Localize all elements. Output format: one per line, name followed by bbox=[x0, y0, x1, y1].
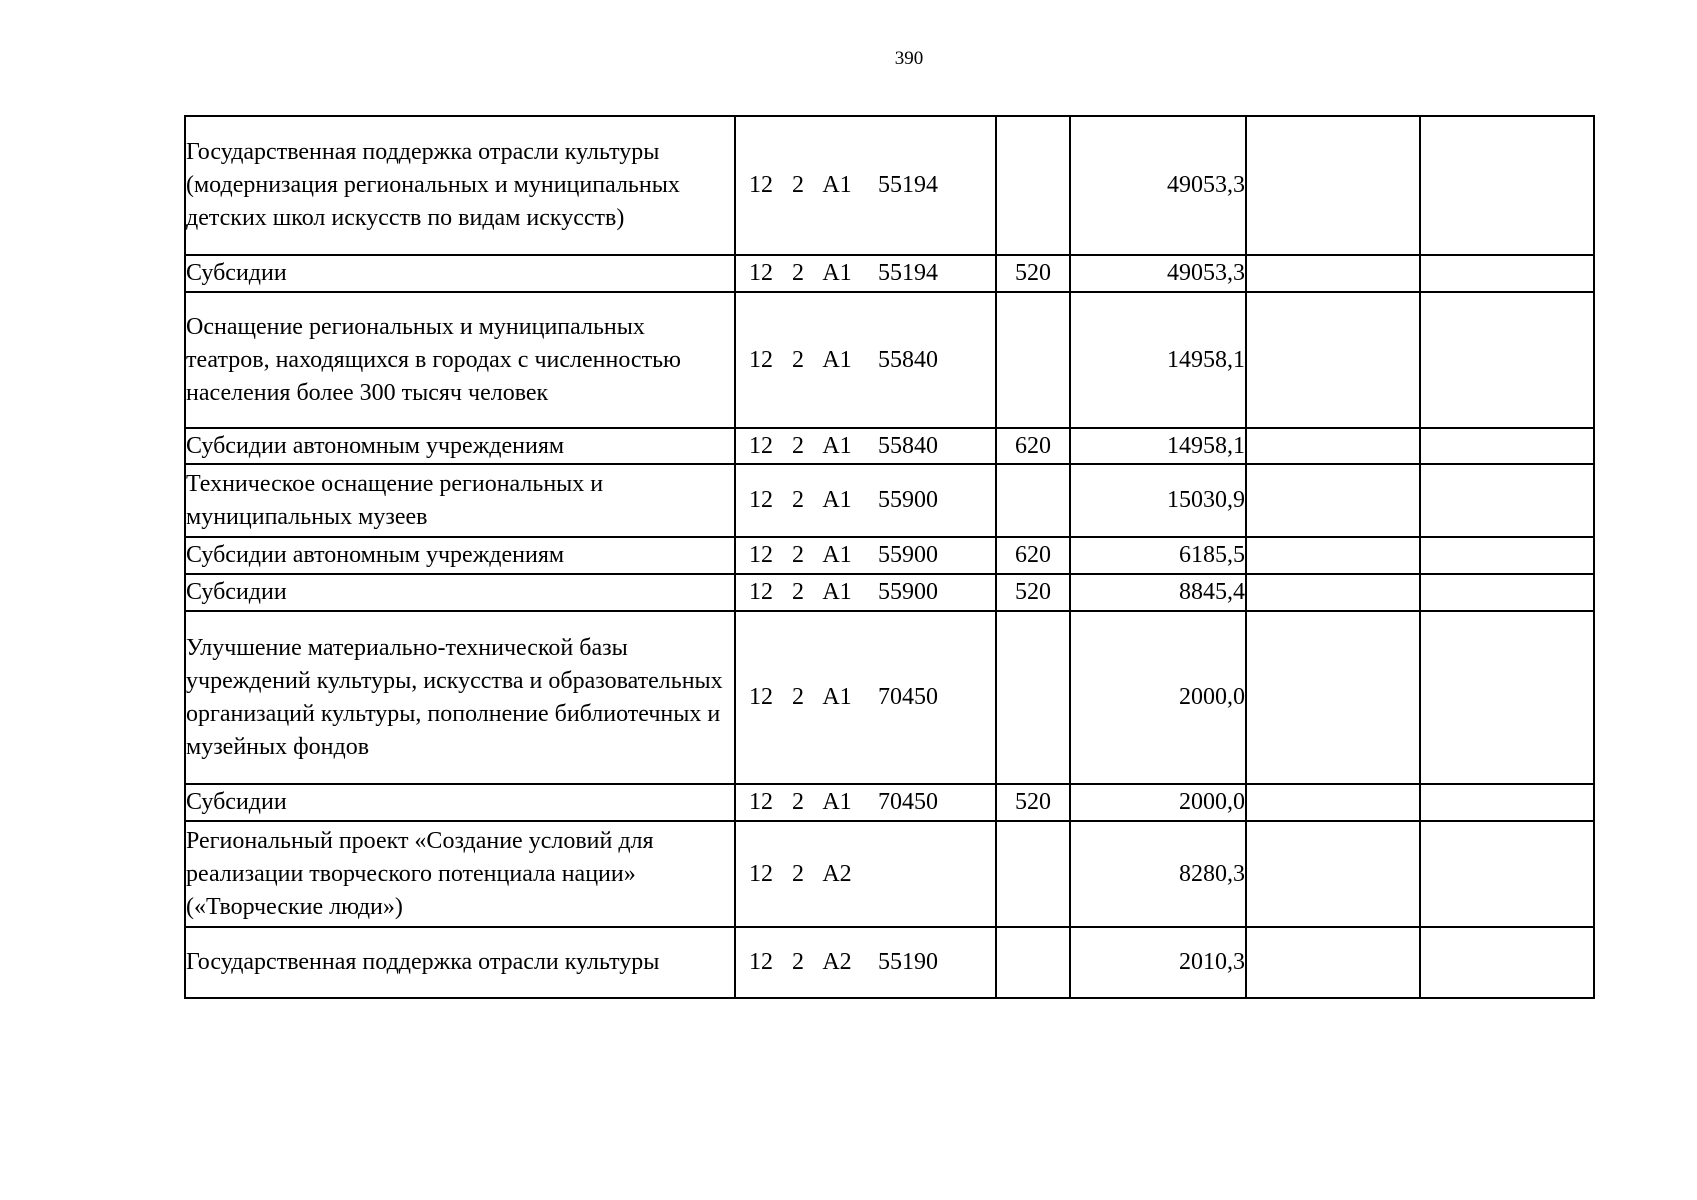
table-row bbox=[185, 255, 1594, 292]
code-project: А1 bbox=[822, 172, 852, 198]
code-project: А1 bbox=[822, 432, 852, 459]
code-direction: 55900 bbox=[878, 579, 938, 605]
code-project: А1 bbox=[822, 487, 852, 513]
classification-code-cell bbox=[735, 255, 996, 292]
empty-cell bbox=[1246, 464, 1420, 537]
code-project: А2 bbox=[822, 860, 852, 887]
code-chapter: 12 bbox=[749, 432, 773, 459]
code-program: 2 bbox=[792, 346, 804, 373]
classification-code-cell bbox=[735, 611, 996, 784]
expense-type-cell bbox=[996, 821, 1070, 927]
code-chapter: 12 bbox=[749, 789, 773, 815]
code-program: 2 bbox=[792, 949, 804, 975]
empty-cell bbox=[1420, 927, 1594, 998]
classification-code-cell bbox=[735, 927, 996, 998]
empty-cell bbox=[1246, 927, 1420, 998]
code-program: 2 bbox=[792, 684, 804, 710]
code-project: А1 bbox=[822, 579, 852, 605]
amount-cell: 49053,3 bbox=[1070, 116, 1246, 255]
amount-cell: 2010,3 bbox=[1070, 927, 1246, 998]
row-name-cell: Государственная поддержка отрасли культуры bbox=[185, 927, 735, 998]
expense-type-cell bbox=[996, 611, 1070, 784]
table-body bbox=[185, 116, 1594, 998]
classification-code-cell bbox=[735, 292, 996, 428]
code-chapter: 12 bbox=[749, 172, 773, 198]
code-program: 2 bbox=[792, 542, 804, 568]
amount-cell: 2000,0 bbox=[1070, 784, 1246, 821]
expense-type-cell bbox=[996, 292, 1070, 428]
code-program: 2 bbox=[792, 260, 804, 286]
row-name-cell: Субсидии bbox=[185, 574, 735, 611]
empty-cell bbox=[1246, 574, 1420, 611]
code-direction: 55900 bbox=[878, 542, 938, 568]
code-project: А1 bbox=[822, 789, 852, 815]
row-name-cell: Оснащение региональных и муниципальных театров, находящихся в городах с численностью населения более 300 тысяч человек bbox=[185, 292, 735, 428]
empty-cell bbox=[1246, 784, 1420, 821]
code-chapter: 12 bbox=[749, 860, 773, 887]
classification-code-cell bbox=[735, 821, 996, 927]
table-row bbox=[185, 537, 1594, 574]
amount-cell: 8280,3 bbox=[1070, 821, 1246, 927]
code-direction: 70450 bbox=[878, 789, 938, 815]
classification-code-cell bbox=[735, 537, 996, 574]
row-name-cell: Региональный проект «Создание условий для реализации творческого потенциала нации» («Творческие люди») bbox=[185, 821, 735, 927]
code-direction: 55840 bbox=[878, 432, 938, 459]
classification-code-cell bbox=[735, 574, 996, 611]
expense-type-cell: 520 bbox=[996, 255, 1070, 292]
code-project: А1 bbox=[822, 346, 852, 373]
table-row bbox=[185, 292, 1594, 428]
empty-cell bbox=[1246, 116, 1420, 255]
classification-code-cell bbox=[735, 116, 996, 255]
classification-code-cell bbox=[735, 464, 996, 537]
code-project: А1 bbox=[822, 684, 852, 710]
expense-type-cell bbox=[996, 927, 1070, 998]
table-row bbox=[185, 116, 1594, 255]
amount-cell: 49053,3 bbox=[1070, 255, 1246, 292]
empty-cell bbox=[1420, 428, 1594, 464]
empty-cell bbox=[1420, 116, 1594, 255]
code-chapter: 12 bbox=[749, 260, 773, 286]
code-project: А1 bbox=[822, 542, 852, 568]
budget-table bbox=[184, 115, 1595, 999]
empty-cell bbox=[1420, 255, 1594, 292]
table-row bbox=[185, 574, 1594, 611]
code-direction: 55900 bbox=[878, 487, 938, 513]
code-direction: 55194 bbox=[878, 260, 938, 286]
table-row bbox=[185, 821, 1594, 927]
expense-type-cell: 620 bbox=[996, 428, 1070, 464]
empty-cell bbox=[1246, 428, 1420, 464]
code-chapter: 12 bbox=[749, 346, 773, 373]
classification-code-cell bbox=[735, 428, 996, 464]
empty-cell bbox=[1420, 537, 1594, 574]
row-name-cell: Субсидии bbox=[185, 784, 735, 821]
code-chapter: 12 bbox=[749, 684, 773, 710]
amount-cell: 15030,9 bbox=[1070, 464, 1246, 537]
empty-cell bbox=[1246, 292, 1420, 428]
code-program: 2 bbox=[792, 860, 804, 887]
code-chapter: 12 bbox=[749, 542, 773, 568]
row-name-cell: Субсидии автономным учреждениям bbox=[185, 537, 735, 574]
code-chapter: 12 bbox=[749, 487, 773, 513]
code-direction: 55194 bbox=[878, 172, 938, 198]
code-program: 2 bbox=[792, 579, 804, 605]
table-row bbox=[185, 784, 1594, 821]
empty-cell bbox=[1420, 464, 1594, 537]
page-number: 390 bbox=[894, 48, 924, 69]
code-program: 2 bbox=[792, 432, 804, 459]
empty-cell bbox=[1246, 255, 1420, 292]
code-chapter: 12 bbox=[749, 949, 773, 975]
empty-cell bbox=[1420, 611, 1594, 784]
empty-cell bbox=[1420, 784, 1594, 821]
code-chapter: 12 bbox=[749, 579, 773, 605]
code-program: 2 bbox=[792, 172, 804, 198]
amount-cell: 2000,0 bbox=[1070, 611, 1246, 784]
amount-cell: 8845,4 bbox=[1070, 574, 1246, 611]
empty-cell bbox=[1246, 611, 1420, 784]
code-program: 2 bbox=[792, 487, 804, 513]
table-row bbox=[185, 464, 1594, 537]
expense-type-cell bbox=[996, 464, 1070, 537]
expense-type-cell: 520 bbox=[996, 574, 1070, 611]
classification-code-cell bbox=[735, 784, 996, 821]
code-direction: 55840 bbox=[878, 346, 938, 373]
empty-cell bbox=[1246, 821, 1420, 927]
row-name-cell: Субсидии автономным учреждениям bbox=[185, 428, 735, 464]
code-project: А2 bbox=[822, 949, 852, 975]
table-row bbox=[185, 611, 1594, 784]
amount-cell: 6185,5 bbox=[1070, 537, 1246, 574]
row-name-cell: Улучшение материально-технической базы учреждений культуры, искусства и образовательных организаций культуры, пополнение библиотечных и музейных фондов bbox=[185, 611, 735, 784]
row-name-cell: Техническое оснащение региональных и муниципальных музеев bbox=[185, 464, 735, 537]
amount-cell: 14958,1 bbox=[1070, 428, 1246, 464]
expense-type-cell bbox=[996, 116, 1070, 255]
empty-cell bbox=[1246, 537, 1420, 574]
code-program: 2 bbox=[792, 789, 804, 815]
empty-cell bbox=[1420, 574, 1594, 611]
expense-type-cell: 620 bbox=[996, 537, 1070, 574]
row-name-cell: Субсидии bbox=[185, 255, 735, 292]
table-row bbox=[185, 927, 1594, 998]
expense-type-cell: 520 bbox=[996, 784, 1070, 821]
code-direction: 70450 bbox=[878, 684, 938, 710]
row-name-cell: Государственная поддержка отрасли культуры (модернизация региональных и муниципальных детских школ искусств по видам искусств) bbox=[185, 116, 735, 255]
table-row bbox=[185, 428, 1594, 464]
code-direction: 55190 bbox=[878, 949, 938, 975]
amount-cell: 14958,1 bbox=[1070, 292, 1246, 428]
code-project: А1 bbox=[822, 260, 852, 286]
empty-cell bbox=[1420, 292, 1594, 428]
empty-cell bbox=[1420, 821, 1594, 927]
